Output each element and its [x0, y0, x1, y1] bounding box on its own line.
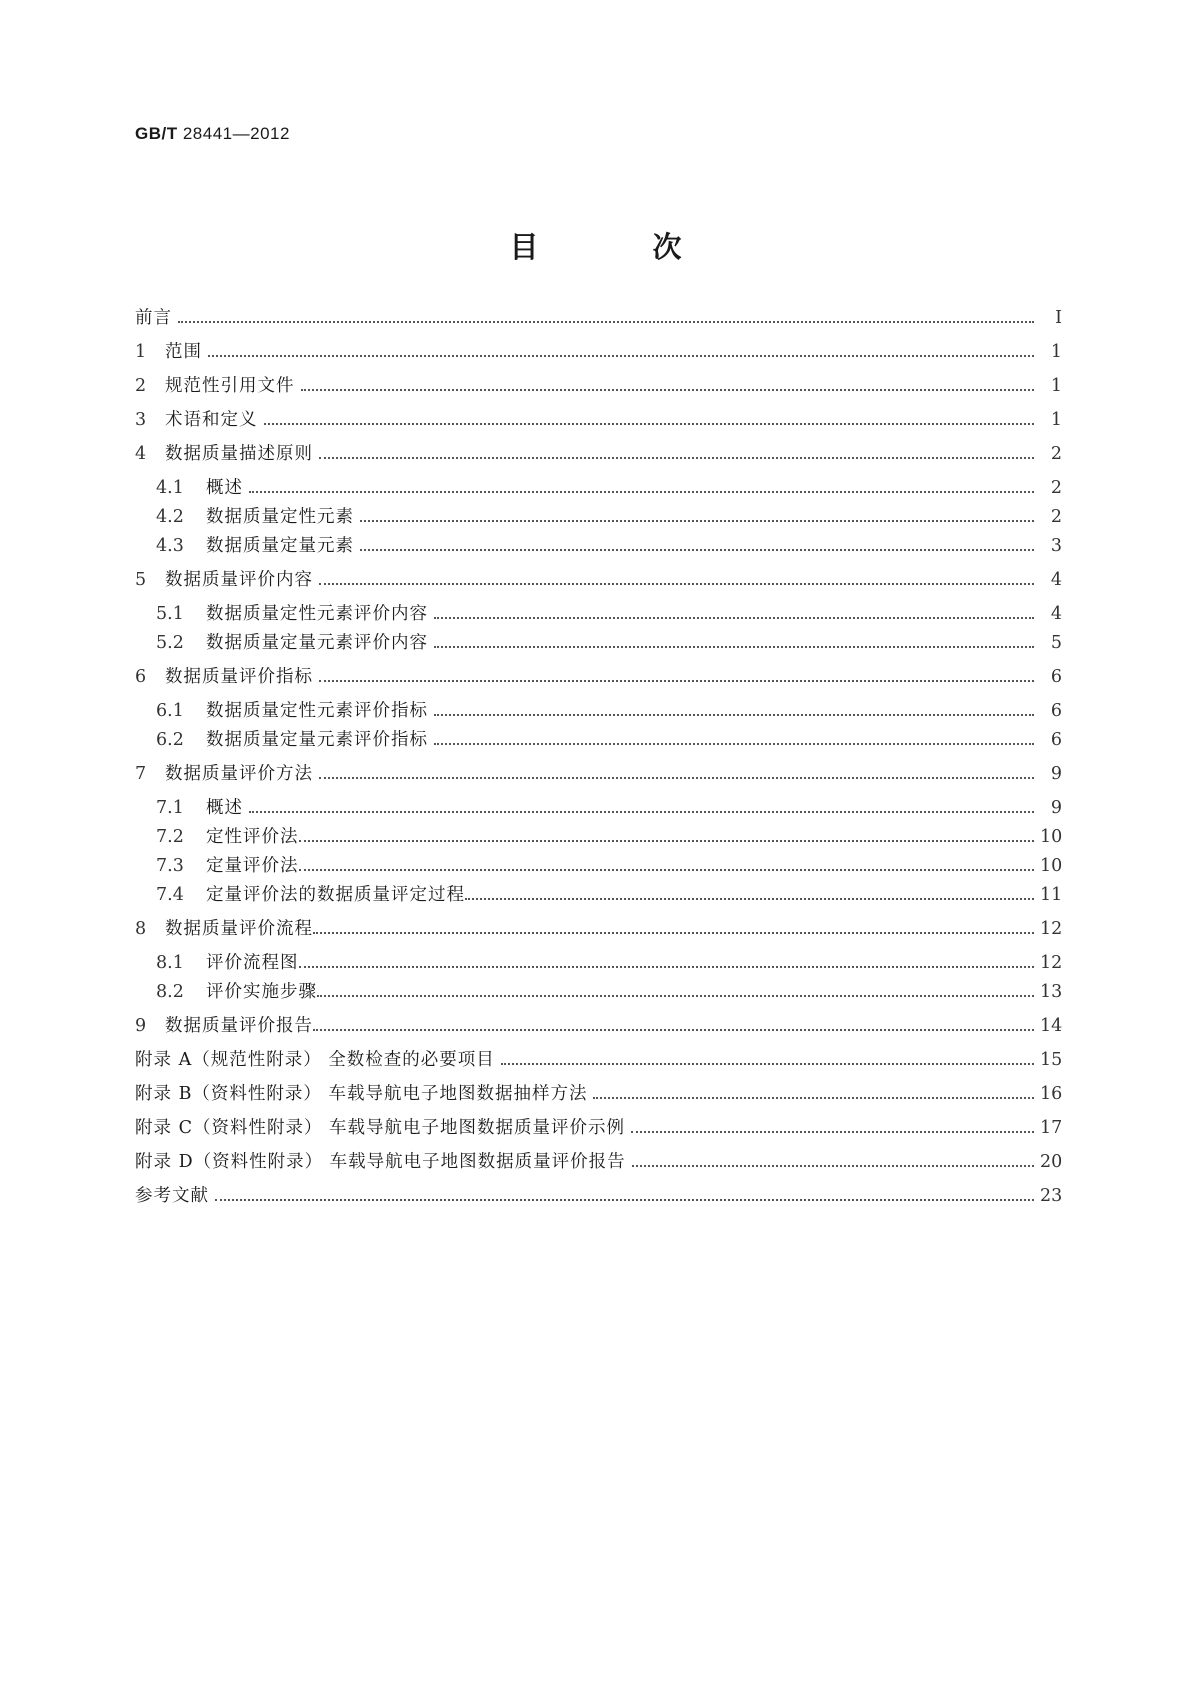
toc-entry-appendix-c[interactable] — [135, 1116, 1062, 1140]
toc-leader-dots — [319, 568, 1034, 592]
toc-leader-dots — [299, 825, 1035, 849]
toc-leader-dots — [301, 374, 1035, 398]
toc-leader-dots — [360, 534, 1034, 558]
toc-entry-appendix-d[interactable] — [135, 1150, 1062, 1174]
toc-entry-label: 附录 C（资料性附录） 车载导航电子地图数据质量评价示例 — [135, 1118, 626, 1138]
toc-leader-dots — [178, 306, 1034, 330]
toc-leader-dots — [264, 408, 1035, 432]
toc-entry-page: 6 — [1050, 667, 1062, 687]
toc-entry-number: 2 — [135, 376, 147, 396]
toc-entry-label: 数据质量定性元素 — [206, 507, 354, 527]
toc-entry-label: 前言 — [135, 308, 172, 328]
toc-entry-label: 数据质量定量元素 — [206, 536, 354, 556]
toc-leader-dots — [299, 951, 1035, 975]
toc-entry-number: 5.2 — [156, 633, 184, 653]
toc-entry-page: 17 — [1040, 1118, 1063, 1138]
toc-entry-4-1[interactable] — [156, 476, 1062, 500]
toc-entry-label: 数据质量评价报告 — [165, 1016, 313, 1036]
toc-entry-number: 6 — [135, 667, 147, 687]
toc-entry-label: 数据质量评价方法 — [165, 764, 313, 784]
standard-code-number: 28441—2012 — [182, 124, 290, 143]
toc-leader-dots — [319, 442, 1034, 466]
toc-entry-page: 6 — [1050, 701, 1062, 721]
toc-entry-page: 2 — [1050, 478, 1062, 498]
toc-entry-number: 6.2 — [156, 730, 184, 750]
toc-entry-label: 评价实施步骤 — [206, 982, 317, 1002]
toc-entry-page: Ⅰ — [1055, 308, 1062, 328]
toc-entry-page: 15 — [1040, 1050, 1063, 1070]
toc-entry-label: 数据质量定量元素评价指标 — [206, 730, 428, 750]
toc-entry-label: 数据质量评价流程 — [165, 919, 313, 939]
toc-entry-8[interactable] — [135, 917, 1062, 941]
standard-code — [135, 124, 290, 144]
toc-entry-page: 1 — [1050, 410, 1062, 430]
toc-entry-page: 16 — [1040, 1084, 1063, 1104]
toc-entry-number: 9 — [135, 1016, 147, 1036]
toc-entry-label: 规范性引用文件 — [165, 376, 295, 396]
toc-entry-number: 5 — [135, 570, 147, 590]
toc-entry-5-1[interactable] — [156, 602, 1062, 626]
toc-entry-number: 3 — [135, 410, 147, 430]
toc-leader-dots — [317, 980, 1034, 1004]
toc-entry-page: 12 — [1040, 919, 1063, 939]
toc-entry-number: 4.1 — [156, 478, 184, 498]
toc-entry-7-3[interactable] — [156, 854, 1062, 878]
toc-leader-dots — [632, 1150, 1034, 1174]
toc-entry-page: 1 — [1050, 342, 1062, 362]
toc-leader-dots — [249, 796, 1034, 820]
toc-entry-appendix-a[interactable] — [135, 1048, 1062, 1072]
toc-entry-4-3[interactable] — [156, 534, 1062, 558]
toc-entry-number: 7.4 — [156, 885, 184, 905]
toc-entry-6-2[interactable] — [156, 728, 1062, 752]
toc-entry-number: 8.2 — [156, 982, 184, 1002]
toc-entry-page: 11 — [1040, 885, 1063, 905]
toc-leader-dots — [319, 762, 1034, 786]
toc-leader-dots — [249, 476, 1034, 500]
toc-entry-page: 14 — [1040, 1016, 1063, 1036]
toc-entry-label: 数据质量描述原则 — [165, 444, 313, 464]
toc-entry-7-1[interactable] — [156, 796, 1062, 820]
toc-entry-7-2[interactable] — [156, 825, 1062, 849]
toc-leader-dots — [313, 1014, 1034, 1038]
toc-entry-label: 评价流程图 — [206, 953, 299, 973]
toc-entry-number: 8 — [135, 919, 147, 939]
toc-entry-label: 附录 B（资料性附录） 车载导航电子地图数据抽样方法 — [135, 1084, 588, 1104]
toc-entry-page: 13 — [1040, 982, 1063, 1002]
toc-entry-5-2[interactable] — [156, 631, 1062, 655]
toc-entry-number: 4.2 — [156, 507, 184, 527]
toc-leader-dots — [360, 505, 1034, 529]
toc-entry-page: 1 — [1050, 376, 1062, 396]
toc-entry-page: 20 — [1040, 1152, 1063, 1172]
toc-entry-8-2[interactable] — [156, 980, 1062, 1004]
toc-leader-dots — [434, 631, 1034, 655]
toc-leader-dots — [319, 665, 1034, 689]
toc-entry-number: 1 — [135, 342, 147, 362]
toc-entry-number: 7.2 — [156, 827, 184, 847]
toc-entry-label: 数据质量定性元素评价指标 — [206, 701, 428, 721]
toc-entry-2[interactable] — [135, 374, 1062, 398]
toc-leader-dots — [215, 1184, 1034, 1208]
toc-entry-page: 9 — [1050, 764, 1062, 784]
toc-entry-label: 数据质量评价内容 — [165, 570, 313, 590]
toc-entry-label: 定性评价法 — [206, 827, 299, 847]
toc-entry-number: 4 — [135, 444, 147, 464]
toc-entry-label: 定量评价法 — [206, 856, 299, 876]
page-title: 目 次 — [509, 230, 734, 264]
toc-entry-page: 6 — [1050, 730, 1062, 750]
toc-entry-1[interactable] — [135, 340, 1062, 364]
standard-code-prefix: GB/T — [135, 124, 178, 143]
toc-entry-label: 参考文献 — [135, 1186, 209, 1206]
toc-entry-number: 7.3 — [156, 856, 184, 876]
toc-entry-page: 2 — [1050, 507, 1062, 527]
toc-entry-page: 12 — [1040, 953, 1063, 973]
toc-entry-page: 23 — [1040, 1186, 1063, 1206]
toc-entry-label: 范围 — [165, 342, 202, 362]
toc-entry-label: 数据质量定性元素评价内容 — [206, 604, 428, 624]
toc-entry-number: 5.1 — [156, 604, 184, 624]
toc-leader-dots — [501, 1048, 1034, 1072]
toc-entry-number: 6.1 — [156, 701, 184, 721]
toc-leader-dots — [593, 1082, 1034, 1106]
toc-entry-6-1[interactable] — [156, 699, 1062, 723]
toc-entry-page: 5 — [1050, 633, 1062, 653]
toc-entry-page: 9 — [1050, 798, 1062, 818]
toc-entry-label: 数据质量评价指标 — [165, 667, 313, 687]
toc-leader-dots — [208, 340, 1034, 364]
toc-entry-label: 术语和定义 — [165, 410, 258, 430]
toc-entry-label: 概述 — [206, 798, 243, 818]
toc-entry-label: 附录 D（资料性附录） 车载导航电子地图数据质量评价报告 — [135, 1152, 626, 1172]
toc-entry-number: 7 — [135, 764, 147, 784]
toc-entry-page: 2 — [1050, 444, 1062, 464]
toc-leader-dots — [313, 917, 1034, 941]
toc-entry-references[interactable] — [135, 1184, 1062, 1208]
toc-entry-page: 4 — [1050, 604, 1062, 624]
toc-entry-page: 10 — [1040, 827, 1063, 847]
toc-entry-label: 概述 — [206, 478, 243, 498]
toc-entry-4[interactable] — [135, 442, 1062, 466]
toc-entry-label: 定量评价法的数据质量评定过程 — [206, 885, 465, 905]
toc-entry-6[interactable] — [135, 665, 1062, 689]
toc-entry-page: 4 — [1050, 570, 1062, 590]
toc-entry-number: 4.3 — [156, 536, 184, 556]
toc-entry-page: 3 — [1050, 536, 1062, 556]
toc-leader-dots — [434, 699, 1034, 723]
toc-entry-3[interactable] — [135, 408, 1062, 432]
toc-entry-number: 7.1 — [156, 798, 184, 818]
toc-entry-9[interactable] — [135, 1014, 1062, 1038]
toc-leader-dots — [465, 883, 1034, 907]
toc-entry-8-1[interactable] — [156, 951, 1062, 975]
toc-leader-dots — [434, 602, 1034, 626]
toc-entry-number: 8.1 — [156, 953, 184, 973]
toc-entry-4-2[interactable] — [156, 505, 1062, 529]
toc-leader-dots — [631, 1116, 1034, 1140]
toc-leader-dots — [299, 854, 1035, 878]
toc-entry-preface[interactable] — [135, 306, 1062, 330]
toc-entry-appendix-b[interactable] — [135, 1082, 1062, 1106]
toc-entry-7-4[interactable] — [156, 883, 1062, 907]
toc-entry-7[interactable] — [135, 762, 1062, 786]
toc-entry-page: 10 — [1040, 856, 1063, 876]
toc-entry-5[interactable] — [135, 568, 1062, 592]
toc-leader-dots — [434, 728, 1034, 752]
toc-entry-label: 附录 A（规范性附录） 全数检查的必要项目 — [135, 1050, 495, 1070]
toc-entry-label: 数据质量定量元素评价内容 — [206, 633, 428, 653]
